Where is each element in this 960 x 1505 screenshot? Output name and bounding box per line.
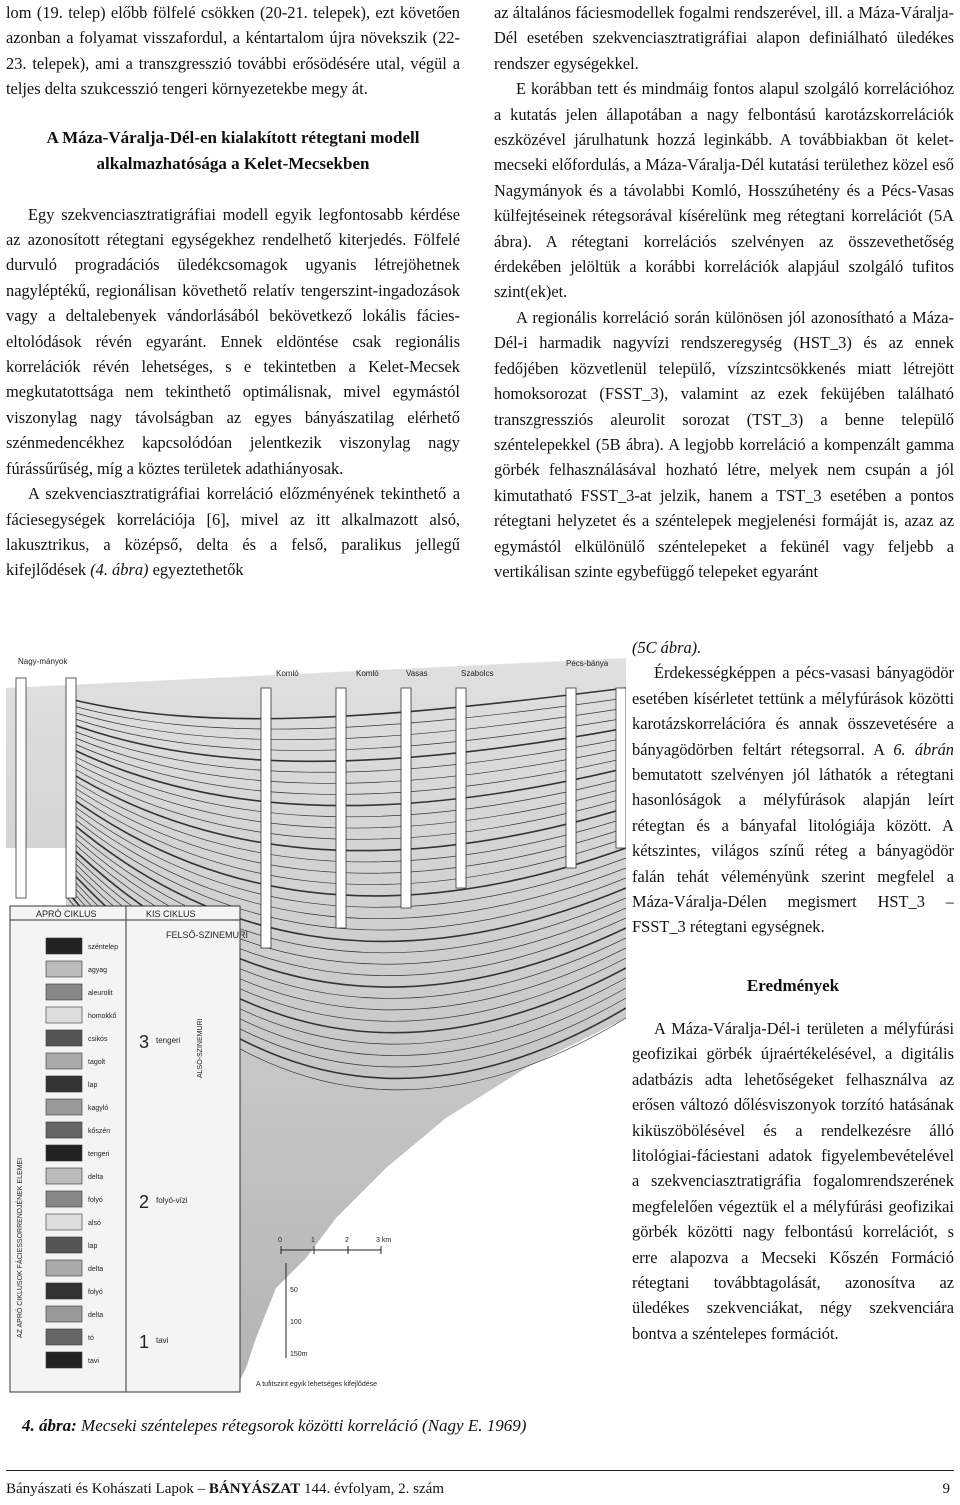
legend-item-label: homokkő — [88, 1013, 117, 1020]
scale-label-1: 1 — [311, 1237, 315, 1244]
scale-label-3: 3 km — [376, 1237, 392, 1244]
section-column — [16, 678, 26, 898]
cycle-name-tavi: tavi — [156, 1336, 169, 1345]
legend-swatch — [46, 1122, 82, 1138]
legend-swatch — [46, 1237, 82, 1253]
section-column — [336, 688, 346, 928]
legend-panel — [10, 906, 240, 1392]
page-number: 9 — [942, 1481, 950, 1497]
legend-item-label: lap — [88, 1082, 98, 1089]
legend-header-kis: KIS CIKLUS — [146, 909, 196, 919]
legend-swatch — [46, 1145, 82, 1161]
paragraph-4-main: A regionális korreláció során különösen jól azonosítható a Máza-Dél-i harmadik nagyvízi rendszeregység (HST_3) és az ennek fedőjében közvetlenül települő, vízszintcsökkenés miatt létrejött homoksorozat (FSST_3), valamint az ezek feküjében található transzgressziós aleurolit sorozat (TST_3) a benne települő széntelepekkel (5B ábra). A legjobb korreláció a kompenzált gamma görbék felhasználásával hozható létre, melyek nem csupán a jól kimutatható FSST_3-at jelzik, hanem a TST_3 esetében a pontos rétegtani helyzetet és a széntelepek megjelenési formáját is, azaz az egymástól elkülönülő széntelepeket a fekünél vagy feljebb a vertikálisan szinte egybefüggő telepeket egyaránt — [494, 307, 954, 581]
legend-item-label: tavi — [88, 1358, 99, 1365]
section-column — [66, 678, 76, 898]
legend-item-label: tagolt — [88, 1059, 106, 1066]
legend-item-label: delta — [88, 1266, 104, 1273]
legend-swatch — [46, 1306, 82, 1322]
legend-swatch — [46, 1168, 82, 1184]
publication-prefix: Bányászati és Kohászati Lapok – — [6, 1481, 209, 1497]
legend-swatch — [46, 1283, 82, 1299]
paragraph-3: E korábban tett és mindmáig fontos alapul szolgáló korrelációhoz a kutatás jelen állapotában a nagy felbontású karotázskorrelációk eszközével járulhatunk hozzá leginkább. A továbbiakban öt kelet-mecseki előfordulás, a Máza-Váralja-Dél kutatási területhez közel eső Nagymányok és a távolabbi Komló, Hosszúhetény és a Pécs-Vasas külfejtéseinek rétegsorával kísérelünk meg rétegtani korrelációt (5A ábra). A rétegtani korrelációs szelvényen az összevethetőség érdekében jelöltük a korábbi korrelációk alapjául szolgáló tufitos szint(ek)et. — [494, 79, 954, 302]
legend-item-label: folyó — [88, 1289, 103, 1296]
paragraph-5-start: Érdekességképpen a pécs-vasasi bányagödör esetében kísérletet tettünk a mélyfúrások közötti karotázskorrelációra és annak összevetésére a bányagödörben feltárt rétegsorral. A — [632, 663, 954, 759]
legend-item-label: csikós — [88, 1036, 108, 1043]
figure-note: A tufitszint egyik lehetséges kifejlődése — [256, 1381, 378, 1388]
legend-item-label: kőszén — [88, 1128, 111, 1135]
legend-swatch — [46, 938, 82, 954]
paragraph-2-start: A szekvenciasztratigráfiai korreláció előzményének tekinthető a fáciesegységek korrelációja [6], mivel az itt alkalmazott alsó, lakusztrikus, a középső, delta és a felső, paralikus jellegű kifejlődések — [6, 484, 460, 580]
legend-item-label: aleurolit — [88, 990, 113, 997]
legend-item-label: folyó — [88, 1197, 103, 1204]
header-komlo-2: Komló — [356, 669, 379, 678]
paragraph-1: Egy szekvenciasztratigráfiai modell egyik legfontosabb kérdése az azonosított rétegtani egységekhez rendelhető kiterjedés. Fölfelé durvuló progradációs üledékcsomagok ugyanis létrejöhetnek nagyléptékű, regionálisan követhető relatív tengerszint-ingadozások vagy a deltalebenyek vándorlásából bekövetkező lokális fácies-eltolódások révén egyaránt. Ennek eldöntése csak regionális korrelációk révén lehetséges, s e tekintetben a Kelet-Mecsek megkutatottsága nem tekinthető optimálisnak, mivel egymástól viszonylag nagy távolságban az egyes bányászatilag elérhető szénmedencékhez kapcsolódóan jelentkezik viszonylag nagy fúrássűrűség, míg a köztes területek adathiányosak. — [6, 204, 460, 478]
depth-label-100: 100 — [290, 1319, 302, 1326]
legend-item-label: agyag — [88, 967, 108, 974]
caption-text: Mecseki széntelepes rétegsorok közötti korreláció (Nagy E. 1969) — [76, 1416, 527, 1435]
figure-4-reference[interactable]: (4. ábra) — [90, 560, 149, 580]
figure-caption — [22, 1414, 622, 1438]
legend-swatch — [46, 1352, 82, 1368]
legend-swatch — [46, 1030, 82, 1046]
paragraph-2 — [6, 481, 460, 583]
legend-header-apro: APRÓ CIKLUS — [36, 909, 97, 919]
header-szabolcs: Szabolcs — [461, 669, 494, 678]
cycle-label-3: 3 — [139, 1032, 150, 1052]
figure-6-reference[interactable]: 6. ábrán — [893, 739, 954, 759]
cycle-name-tengeri: tengeri — [156, 1036, 181, 1045]
depth-label-150: 150m — [290, 1351, 308, 1358]
cycle-label-2: 2 — [139, 1192, 150, 1212]
results-title: Eredmények — [746, 975, 840, 995]
footer-rule — [6, 1470, 954, 1471]
section-column — [456, 688, 466, 888]
cycle-name-folyo: folyó-vízi — [156, 1196, 188, 1205]
depth-label-50: 50 — [290, 1287, 298, 1294]
lower-header-label: ALSÓ-SZINEMURI — [197, 1018, 204, 1078]
legend-item-label: tengeri — [88, 1151, 110, 1158]
figure-4 — [6, 648, 626, 1408]
paragraph-6: A Máza-Váralja-Dél-i területen a mélyfúrási geofizikai görbék újraértékelésével, a digitális adatbázis adta lehetőségeket felhasználva az erősen változó dőlésviszonyok torzító hatásának kiküszöbölésével és a rendelkezésre álló litológiai-fáciestani adatok figyelembevételével a szekvenciasztratigráfia fogalomrendszerének megfelelően végeztük el a mélyfúrási geofizikai görbék közötti nagy felbontású korrelációt, s erre alapozva a Mecseki Kőszén Formáció rétegtani továbbtagolását, azonosítva az üledékes szekvenciákat, négy szekvenciára bontva a széntelepes formációt. — [632, 1018, 954, 1343]
paragraph-5 — [632, 660, 954, 939]
correlation-figure — [6, 648, 626, 1408]
section-column — [566, 688, 576, 868]
paragraph-5-end: bemutatott szelvényen jól láthatók a rétegtani hasonlóságok a mélyfúrások alapján leírt rétegtan és a bányafal litológiája között. A kétszintes, világos színű réteg a bányagödör falán tehát véleményünk szerint megfelel a Máza-Váralja-Délen megismert HST_3 – FSST_3 rétegtani egységnek. — [632, 765, 954, 937]
right-column-narrow — [632, 635, 954, 1346]
section-title: A Máza-Váralja-Dél-en kialakított rétegtani modell alkalmazhatósága a Kelet-Mecsekben — [46, 127, 420, 173]
legend-item-label: delta — [88, 1174, 104, 1181]
paragraph-2-end: egyeztethetők — [148, 560, 244, 580]
scale-label-2: 2 — [345, 1237, 349, 1244]
cycle-label-1: 1 — [139, 1332, 150, 1352]
paragraph-4 — [494, 305, 954, 584]
header-komlo-1: Komló — [276, 669, 299, 678]
legend-swatch — [46, 1214, 82, 1230]
legend-sub-header: FELSŐ-SZINEMURI — [166, 930, 249, 940]
publication-name: BÁNYÁSZAT — [208, 1481, 301, 1497]
right-column — [494, 0, 954, 584]
legend-item-label: széntelep — [88, 944, 118, 951]
legend-swatch — [46, 1260, 82, 1276]
section-column — [261, 688, 271, 948]
legend-swatch — [46, 961, 82, 977]
publication-suffix: 144. évfolyam, 2. szám — [300, 1481, 444, 1497]
header-nagymanyok: Nagy-mányok — [18, 657, 68, 666]
legend-swatch — [46, 984, 82, 1000]
legend-swatch — [46, 1053, 82, 1069]
header-pecsbanya: Pécs-bánya — [566, 659, 609, 668]
legend-swatch — [46, 1191, 82, 1207]
scale-label-0: 0 — [278, 1237, 282, 1244]
header-vasas: Vasas — [406, 669, 428, 678]
caption-label: 4. ábra: — [22, 1416, 77, 1435]
legend-item-label: kagyló — [88, 1105, 109, 1112]
section-column — [616, 688, 626, 848]
left-column — [6, 0, 460, 583]
section-column — [401, 688, 411, 908]
legend-item-label: alsó — [88, 1220, 101, 1227]
figure-5c-reference[interactable]: (5C ábra). — [632, 638, 702, 657]
legend-item-label: lap — [88, 1243, 98, 1250]
paragraph-2-continued: az általános fáciesmodellek fogalmi rendszerével, ill. a Máza-Váralja-Dél esetében szekvenciasztratigráfiai alapon definiálható üledékes rendszer egységekkel. — [494, 3, 954, 73]
legend-swatch — [46, 1099, 82, 1115]
legend-item-label: delta — [88, 1312, 104, 1319]
vertical-legend-label: AZ APRÓ CIKLUSOK FÁCIESSORRENDJÉNEK ELEMEI — [17, 1157, 24, 1338]
paragraph-intro: lom (19. telep) előbb fölfelé csökken (20-21. telepek), ezt követően azonban a folyamat visszafordul, a kéntartalom újra növekszik (22-23. telepek), ami a transzgresszió további erősödésére utal, végül a teljes delta szukcesszió tengeri környezetekbe megy át. — [6, 3, 460, 99]
legend-item-label: tó — [88, 1335, 94, 1342]
publication-info — [6, 1478, 444, 1500]
paragraph-4-ref-line — [632, 635, 954, 660]
legend-swatch — [46, 1007, 82, 1023]
legend-swatch — [46, 1076, 82, 1092]
legend-swatch — [46, 1329, 82, 1345]
